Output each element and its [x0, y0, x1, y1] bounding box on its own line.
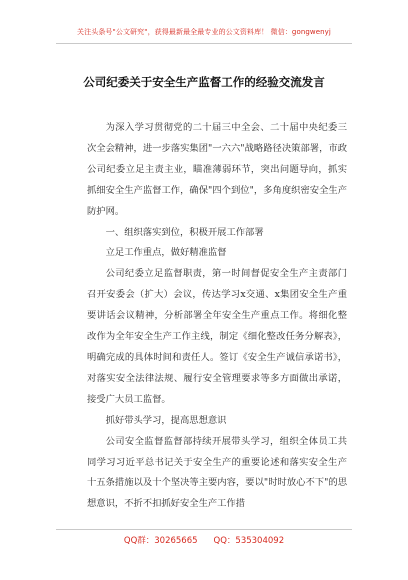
- qq-group-number: QQ群：30265665: [123, 536, 198, 546]
- document-title: 公司纪委关于安全生产监督工作的经验交流发言: [83, 75, 325, 89]
- header-divider: [56, 43, 352, 44]
- qq-number: QQ：535304092: [213, 536, 285, 546]
- body-paragraph: 公司安全监督监督部持续开展带头学习，组织全体员工共同学习习近平总书记关于安全生产的重要论述和落实安全生产十五条措施以及十个坚决等主要内容，要以"时时放心不下"的思想意识，不折不扣抓好安全生产工作措: [87, 435, 347, 510]
- footer-divider: [56, 529, 352, 530]
- subsection-heading: 立足工作重点，做好精准监督: [105, 247, 227, 259]
- subsection-heading: 抓好带头学习，提高思想意识: [105, 414, 227, 426]
- footer-contact: [0, 534, 408, 546]
- document-body: [87, 118, 347, 515]
- section-heading: 一、组织落实到位，积极开展工作部署: [105, 226, 264, 238]
- header-note: 关注头条号"公文研究"，获得最新最全最专业的公文资料库！ 微信：gongwenyj: [77, 28, 331, 36]
- body-paragraph: 公司纪委立足监督职责，第一时间督促安全生产主责部门召开安委会（扩大）会议，传达学习x交通、x集团安全生产重要讲话会议精神，分析部署全年安全生产重点工作。将细化整改作为全年安全生产工作主线，制定《细化整改任务分解表》，明确完成的具体时间和责任人。签订《安全生产诚信承诺书》，对落实安全法律法规、履行安全管理要求等多方面做出承诺，接受广大员工监督。: [87, 268, 347, 405]
- body-paragraph: 为深入学习贯彻党的二十届三中全会、二十届中央纪委三次全会精神，进一步落实集团"一六六"战略路径决策部署，市政公司纪委立足主责主业，瞄准薄弱环节，突出问题导向，抓实抓细安全生产监督工作，确保"四个到位"，多角度织密安全生产防护网。: [87, 122, 347, 217]
